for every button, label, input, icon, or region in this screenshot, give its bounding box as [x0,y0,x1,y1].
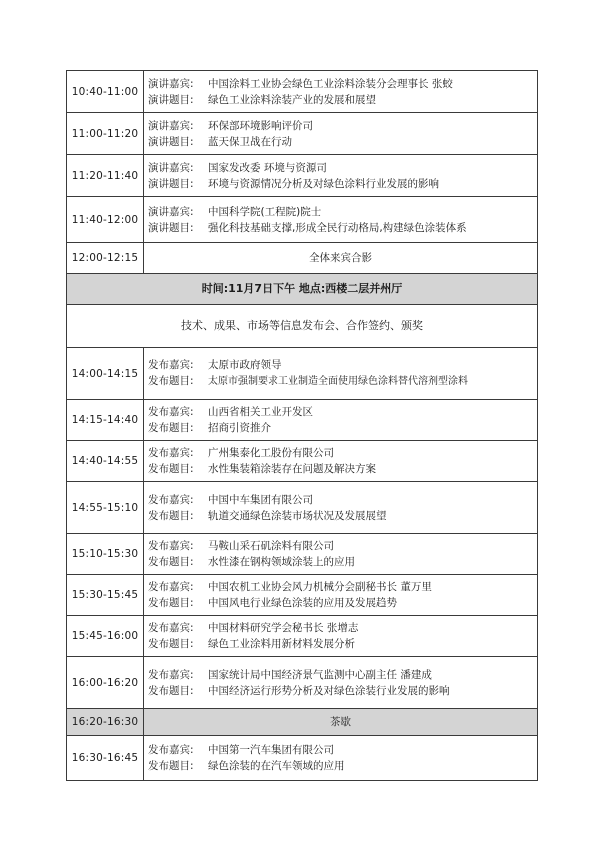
speaker-name: 广州集泰化工股份有限公司 [208,447,334,459]
speaker-name: 山西省相关工业开发区 [208,406,313,418]
table-row [67,155,538,197]
speaker-label: 演讲嘉宾: [148,119,194,132]
session-details [144,441,538,482]
topic-title: 招商引资推介 [208,422,271,434]
speaker-name: 中国中车集团有限公司 [208,493,313,506]
speaker-label: 发布嘉宾: [148,359,194,371]
session-details [144,616,538,657]
topic-title: 太原市强制要求工业制造全面使用绿色涂料替代溶剂型涂料 [208,376,468,387]
table-row [67,736,538,781]
speaker-name: 中国涂料工业协会绿色工业涂料涂装分会理事长 张蛟 [208,77,453,90]
topic-label: 演讲题目: [148,177,194,190]
table-row [67,616,538,657]
time-slot: 14:40-14:55 [67,441,144,482]
session-details [144,197,538,243]
topic-title: 中国风电行业绿色涂装的应用及发展趋势 [208,597,397,609]
time-slot: 11:40-12:00 [67,197,144,243]
session-details [144,400,538,441]
afternoon-header-row [67,274,538,305]
table-row [67,348,538,400]
time-slot: 14:00-14:15 [67,348,144,400]
table-row [67,400,538,441]
time-slot: 11:20-11:40 [67,155,144,197]
speaker-label: 发布嘉宾: [148,581,194,593]
session-details [144,575,538,616]
topic-title: 轨道交通绿色涂装市场状况及发展展望 [208,509,387,522]
session-details [144,348,538,400]
afternoon-subheader: 技术、成果、市场等信息发布会、合作签约、颁奖 [67,305,538,348]
session-details [144,736,538,781]
session-details [144,71,538,113]
topic-title: 环境与资源情况分析及对绿色涂料行业发展的影响 [208,177,439,190]
topic-title: 绿色工业涂料用新材料发展分析 [208,638,355,650]
table-row [67,71,538,113]
topic-title: 水性集装箱涂装存在问题及解决方案 [208,463,376,475]
time-slot: 14:55-15:10 [67,482,144,534]
time-slot: 15:45-16:00 [67,616,144,657]
topic-label: 发布题目: [148,760,194,772]
session-details [144,155,538,197]
speaker-name: 中国科学院(工程院)院士 [208,205,322,218]
speaker-label: 发布嘉宾: [148,622,194,634]
speaker-label: 发布嘉宾: [148,668,194,681]
afternoon-subheader-row [67,305,538,348]
topic-label: 发布题目: [148,463,194,475]
speaker-label: 发布嘉宾: [148,744,194,756]
topic-label: 发布题目: [148,684,194,697]
time-slot: 11:00-11:20 [67,113,144,155]
topic-label: 发布题目: [148,422,194,434]
topic-label: 发布题目: [148,556,194,568]
speaker-name: 国家统计局中国经济景气监测中心副主任 潘建成 [208,668,432,681]
speaker-name: 中国农机工业协会风力机械分会副秘书长 董万里 [208,581,432,593]
table-row [67,113,538,155]
group-photo-label: 全体来宾合影 [144,243,538,274]
time-slot: 14:15-14:40 [67,400,144,441]
topic-label: 发布题目: [148,597,194,609]
topic-label: 演讲题目: [148,221,194,234]
table-row [67,575,538,616]
topic-label: 发布题目: [148,638,194,650]
tea-break-row [67,709,538,736]
table-row [67,243,538,274]
speaker-name: 马鞍山采石矶涂料有限公司 [208,540,334,552]
table-row [67,534,538,575]
time-slot: 15:10-15:30 [67,534,144,575]
session-details [144,657,538,709]
speaker-label: 发布嘉宾: [148,406,194,418]
topic-title: 绿色涂装的在汽车领域的应用 [208,760,345,772]
topic-title: 蓝天保卫战在行动 [208,135,292,148]
topic-title: 绿色工业涂料涂装产业的发展和展望 [208,93,376,106]
session-details [144,482,538,534]
topic-title: 中国经济运行形势分析及对绿色涂装行业发展的影响 [208,684,450,697]
session-details [144,534,538,575]
speaker-name: 太原市政府领导 [208,359,282,371]
tea-break-label: 茶歇 [144,709,538,736]
speaker-label: 发布嘉宾: [148,493,194,506]
speaker-label: 发布嘉宾: [148,447,194,459]
session-details [144,113,538,155]
topic-label: 发布题目: [148,509,194,522]
time-slot: 16:20-16:30 [67,709,144,736]
agenda-table [66,70,538,781]
time-slot: 12:00-12:15 [67,243,144,274]
speaker-label: 发布嘉宾: [148,540,194,552]
speaker-name: 中国材料研究学会秘书长 张增志 [208,622,359,634]
topic-label: 发布题目: [148,375,194,387]
time-slot: 10:40-11:00 [67,71,144,113]
time-slot: 15:30-15:45 [67,575,144,616]
topic-title: 水性漆在钢构领域涂装上的应用 [208,556,355,568]
afternoon-header: 时间:11月7日下午 地点:西楼二层并州厅 [67,274,538,305]
time-slot: 16:30-16:45 [67,736,144,781]
speaker-label: 演讲嘉宾: [148,77,194,90]
topic-title: 强化科技基础支撑,形成全民行动格局,构建绿色涂装体系 [208,221,467,234]
table-row [67,482,538,534]
topic-label: 演讲题目: [148,93,194,106]
speaker-label: 演讲嘉宾: [148,205,194,218]
speaker-name: 中国第一汽车集团有限公司 [208,744,334,756]
speaker-name: 环保部环境影响评价司 [208,119,313,132]
time-slot: 16:00-16:20 [67,657,144,709]
topic-label: 演讲题目: [148,135,194,148]
table-row [67,441,538,482]
table-row [67,657,538,709]
speaker-label: 演讲嘉宾: [148,161,194,174]
speaker-name: 国家发改委 环境与资源司 [208,161,327,174]
table-row [67,197,538,243]
